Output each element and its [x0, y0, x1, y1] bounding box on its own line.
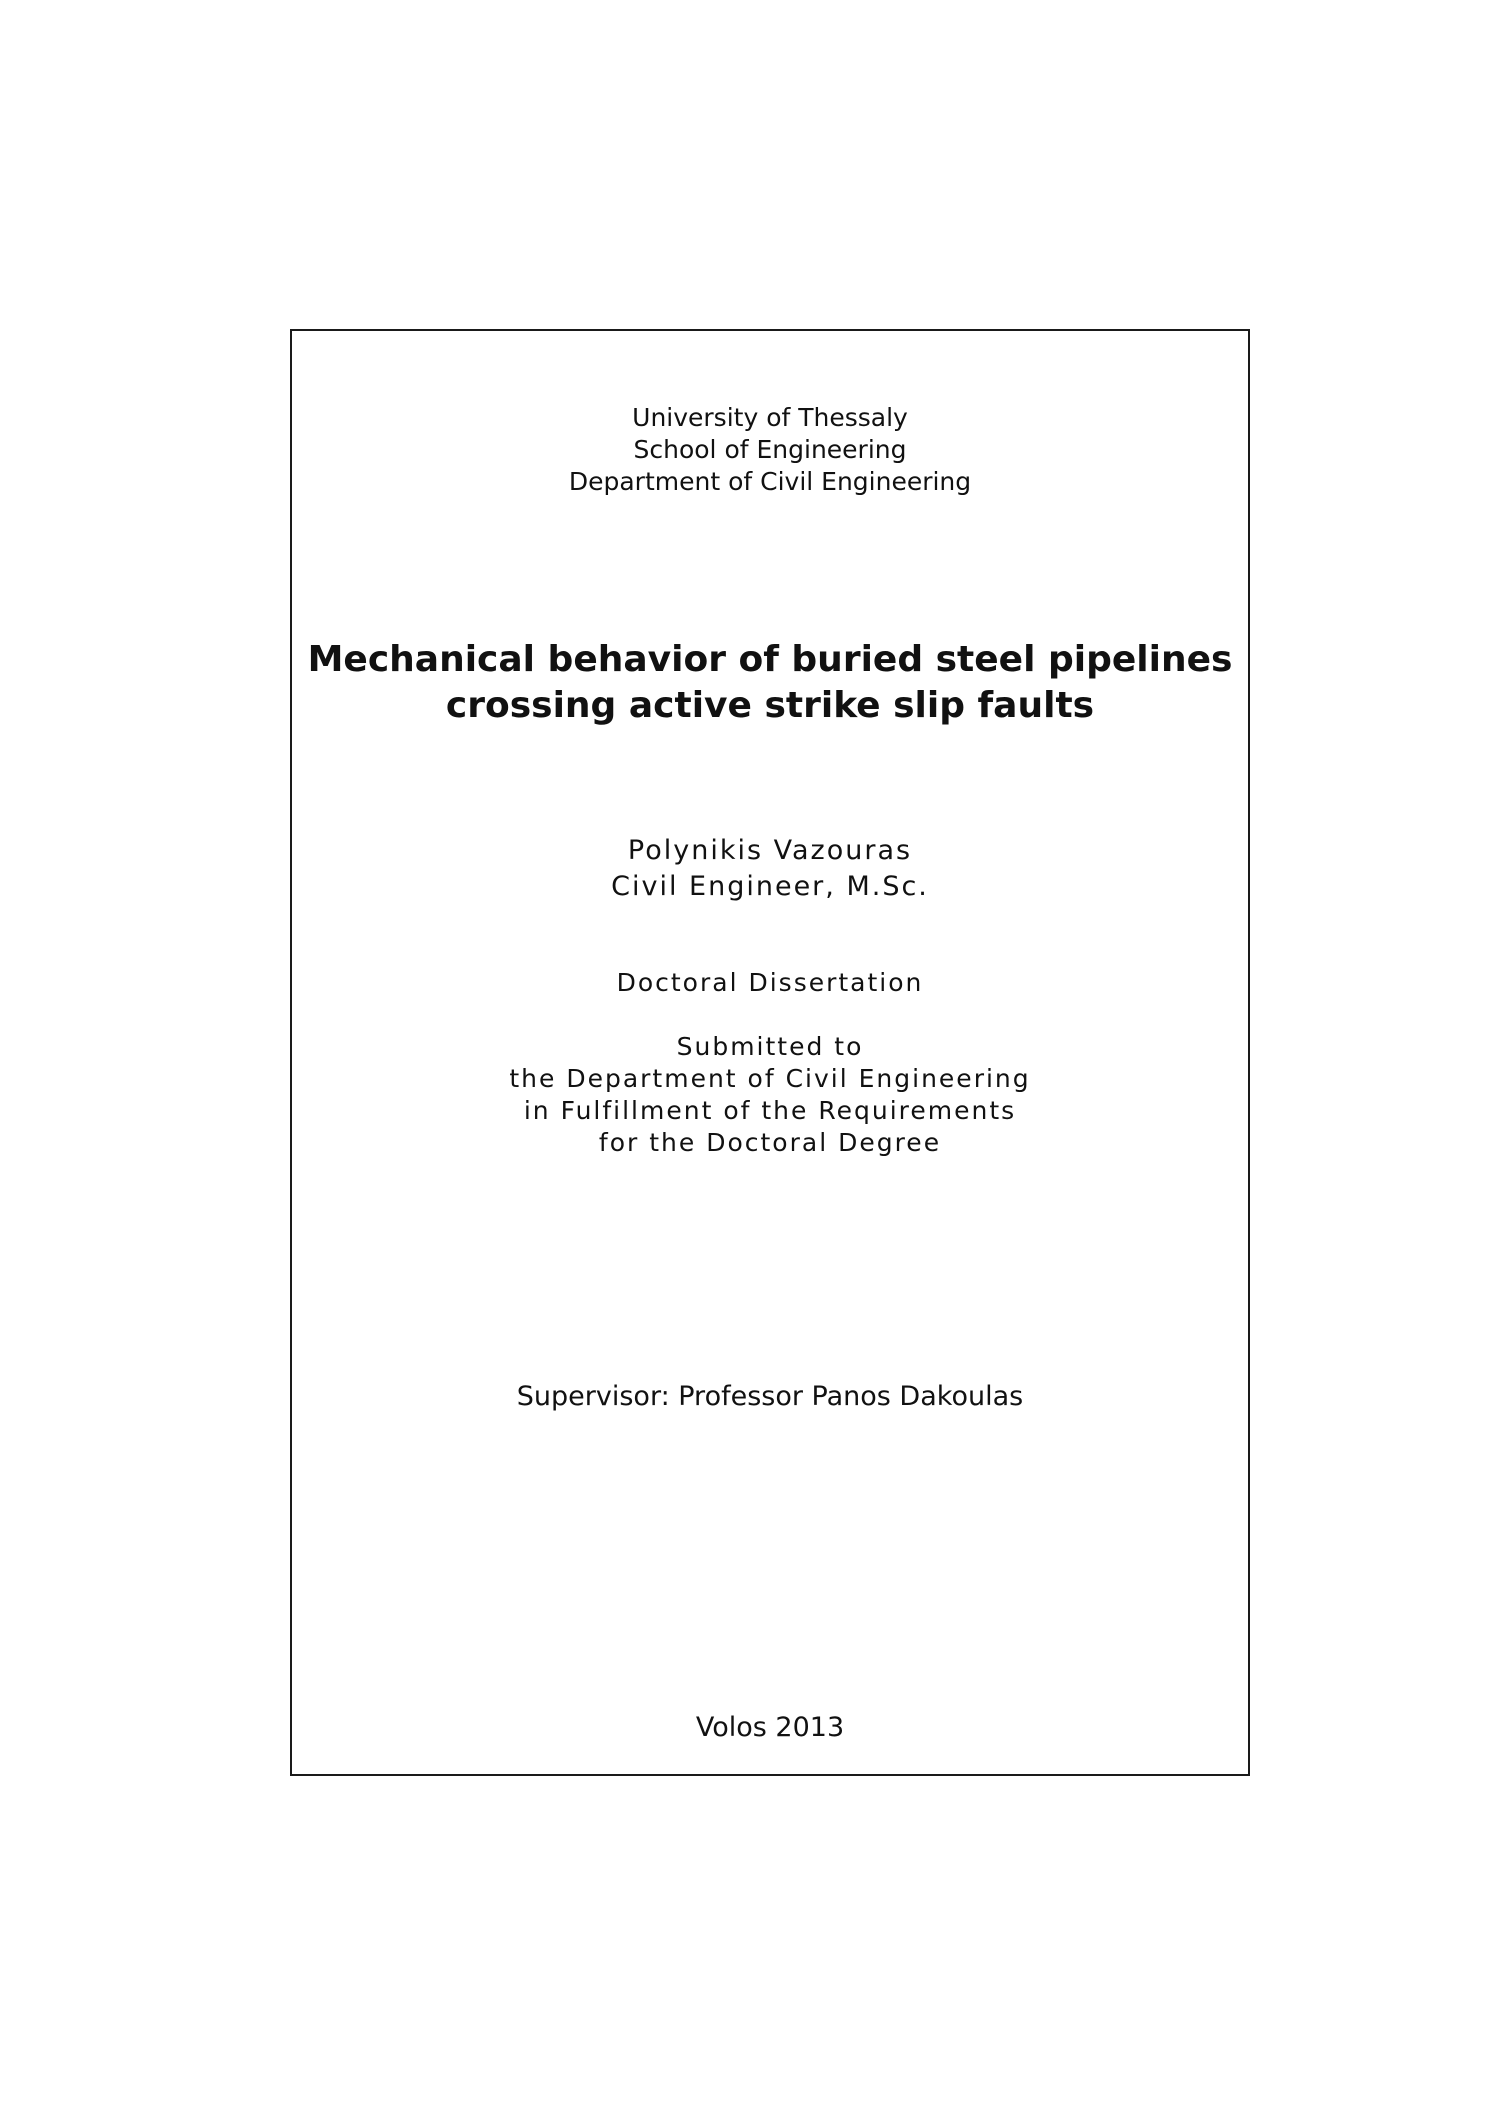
author-credentials: Civil Engineer, M.Sc.: [611, 871, 929, 902]
department-name: Department of Civil Engineering: [568, 467, 972, 496]
title-line-1: Mechanical behavior of buried steel pipelines: [307, 639, 1233, 680]
submission-line-1: Submitted to: [676, 1032, 864, 1061]
submission-line-3: in Fulfillment of the Requirements: [523, 1096, 1017, 1125]
supervisor-name: Supervisor: Professor Panos Dakoulas: [516, 1381, 1024, 1412]
institution-block: [292, 402, 1248, 498]
place-date: Volos 2013: [695, 1712, 845, 1743]
university-name: University of Thessaly: [632, 403, 908, 432]
document-type-label: Doctoral Dissertation: [616, 968, 924, 997]
author-name: Polynikis Vazouras: [627, 835, 913, 866]
document-type: [292, 967, 1248, 999]
submission-line-4: for the Doctoral Degree: [598, 1128, 942, 1157]
submission-statement: [292, 1031, 1248, 1159]
school-name: School of Engineering: [633, 435, 907, 464]
place-date-block: [292, 1711, 1248, 1745]
supervisor-block: [292, 1380, 1248, 1414]
dissertation-title: [292, 637, 1248, 729]
submission-line-2: the Department of Civil Engineering: [509, 1064, 1031, 1093]
title-line-2: crossing active strike slip faults: [445, 685, 1095, 726]
author-block: [292, 833, 1248, 905]
title-page-frame: [290, 329, 1250, 1776]
